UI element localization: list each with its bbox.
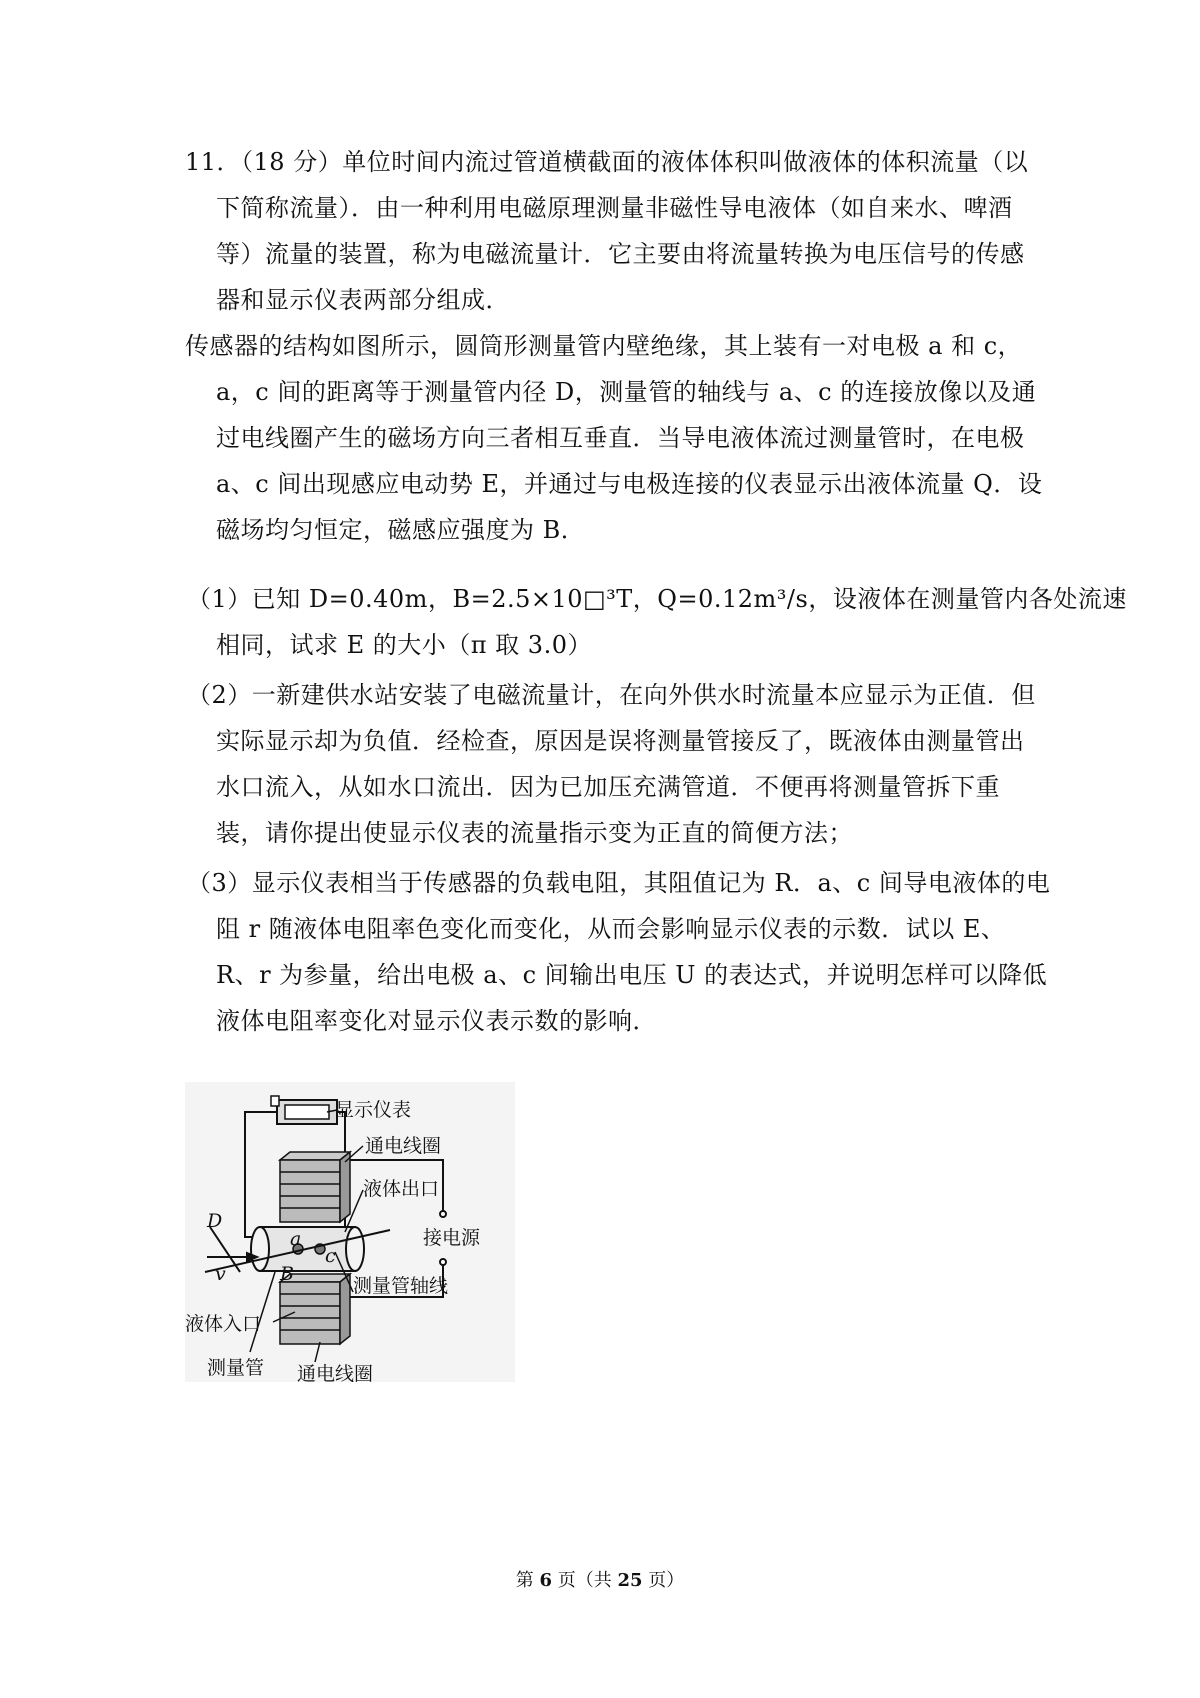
power-label: 接电源 xyxy=(423,1227,481,1249)
subquestion-3-line: 阻 r 随液体电阻率色变化而变化，从而会影响显示仪表的示数．试以 E、 xyxy=(216,915,1006,943)
axis-label: 测量管轴线 xyxy=(353,1275,449,1297)
footer-page-number: 6 xyxy=(539,1570,552,1591)
footer-suffix: 页） xyxy=(642,1570,685,1591)
footer-middle: 页（共 xyxy=(552,1570,618,1591)
question-line: 器和显示仪表两部分组成． xyxy=(216,286,510,314)
question-line: 传感器的结构如图所示，圆筒形测量管内壁绝缘，其上装有一对电极 a 和 c， xyxy=(185,332,1023,360)
top-coil-label: 通电线圈 xyxy=(365,1135,442,1157)
subquestion-2-line: 水口流入，从如水口流出．因为已加压充满管道．不便再将测量管拆下重 xyxy=(216,773,1000,801)
electrode-a-symbol: a xyxy=(290,1228,302,1250)
subquestion-1-line: （1）已知 D=0.40m，B=2.5×10□³T，Q=0.12m³/s，设液体在测量管内各处流速 xyxy=(187,585,1127,613)
field-symbol: B xyxy=(280,1263,294,1285)
display-meter xyxy=(271,1096,337,1124)
flowmeter-diagram xyxy=(185,1082,515,1382)
display-meter-label: 显示仪表 xyxy=(335,1099,412,1121)
question-line: a，c 间的距离等于测量管内径 D，测量管的轴线与 a、c 的连接放像以及通 xyxy=(216,378,1037,406)
page-footer xyxy=(0,1570,1200,1592)
bottom-coil-label: 通电线圈 xyxy=(297,1363,374,1382)
subquestion-3-line: R、r 为参量，给出电极 a、c 间输出电压 U 的表达式，并说明怎样可以降低 xyxy=(216,961,1048,989)
inlet-label: 液体入口 xyxy=(185,1313,262,1335)
subquestion-2-line: 装，请你提出使显示仪表的流量指示变为正直的简便方法； xyxy=(216,819,853,847)
question-line: 下简称流量）．由一种利用电磁原理测量非磁性导电液体（如自来水、啤酒 xyxy=(216,194,1013,222)
question-line: a、c 间出现感应电动势 E，并通过与电极连接的仪表显示出液体流量 Q．设 xyxy=(216,470,1043,498)
question-line: 等）流量的装置，称为电磁流量计．它主要由将流量转换为电压信号的传感 xyxy=(216,240,1025,268)
subquestion-1-line: 相同，试求 E 的大小（π 取 3.0） xyxy=(216,631,592,659)
electrode-c-symbol: c xyxy=(325,1245,336,1267)
question-line: 磁场均匀恒定，磁感应强度为 B． xyxy=(216,516,586,544)
flowmeter-figure xyxy=(185,1082,515,1382)
diameter-symbol: D xyxy=(207,1210,223,1232)
subquestion-2-line: （2）一新建供水站安装了电磁流量计，在向外供水时流量本应显示为正值．但 xyxy=(187,681,1036,709)
footer-total-pages: 25 xyxy=(617,1570,643,1591)
question-line: 过电线圈产生的磁场方向三者相互垂直．当导电液体流过测量管时，在电极 xyxy=(216,424,1025,452)
subquestion-2-line: 实际显示却为负值．经检查，原因是误将测量管接反了，既液体由测量管出 xyxy=(216,727,1025,755)
outlet-label: 液体出口 xyxy=(363,1178,440,1200)
subquestion-3-line: （3）显示仪表相当于传感器的负载电阻，其阻值记为 R．a、c 间导电液体的电 xyxy=(187,869,1051,897)
subquestion-3-line: 液体电阻率变化对显示仪表示数的影响． xyxy=(216,1007,657,1035)
footer-prefix: 第 xyxy=(515,1570,540,1591)
velocity-symbol: v xyxy=(215,1263,226,1285)
question-line: 11．（18 分）单位时间内流过管道横截面的液体体积叫做液体的体积流量（以 xyxy=(185,148,1029,176)
top-coil xyxy=(280,1152,350,1222)
tube-label: 测量管 xyxy=(207,1357,265,1379)
